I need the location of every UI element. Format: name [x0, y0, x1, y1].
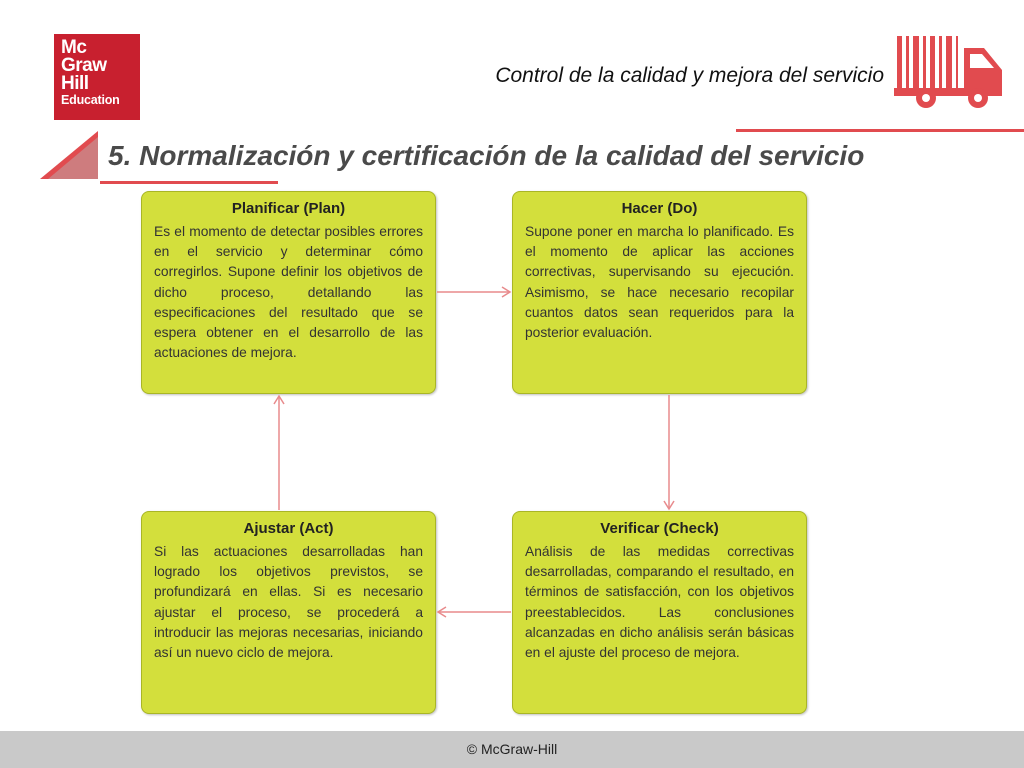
do-text: Supone poner en marcha lo planificado. Es el momento de aplicar las acciones correctivas, supervisando su ejecución. Asimismo, se hace necesario recopilar cuantos datos sean requeridos para la posterior evaluación.	[525, 224, 794, 341]
do-title: Hacer (Do)	[621, 200, 698, 217]
section-title: 5. Normalización y certificación de la calidad del servicio	[108, 140, 865, 171]
header-title: Control de la calidad y mejora del servicio	[495, 64, 884, 87]
footer-bar	[0, 731, 1024, 768]
logo-line-4: Education	[61, 93, 120, 107]
logo-line-1: Mc	[61, 37, 87, 58]
logo-line-2: Graw	[61, 55, 107, 76]
act-text: Si las actuaciones desarrolladas han logrado los objetivos previstos, se profundizará en ellas. Si es necesario ajustar el proceso, se procederá a introducir las mejoras necesarias, iniciando así un nuevo ciclo de mejora.	[154, 544, 423, 661]
plan-text: Es el momento de detectar posibles errores en el servicio y determinar cómo corregirlos. Supone definir los objetivos de dicho proceso, detallando las especificaciones del resultado que se espera obtener en el desarrollo de las actuaciones de mejora.	[154, 224, 423, 361]
act-title: Ajustar (Act)	[243, 520, 334, 537]
plan-title: Planificar (Plan)	[231, 200, 346, 217]
logo-line-3: Hill	[61, 73, 89, 94]
check-text: Análisis de las medidas correctivas desarrolladas, comparando el resultado, en términos de satisfacción, con los objetivos preestablecidos. Las conclusiones alcanzadas en dicho análisis serán básicas en el ajuste del proceso de mejora.	[525, 544, 794, 661]
footer-copyright: © McGraw-Hill	[466, 741, 558, 757]
check-title: Verificar (Check)	[600, 520, 719, 537]
